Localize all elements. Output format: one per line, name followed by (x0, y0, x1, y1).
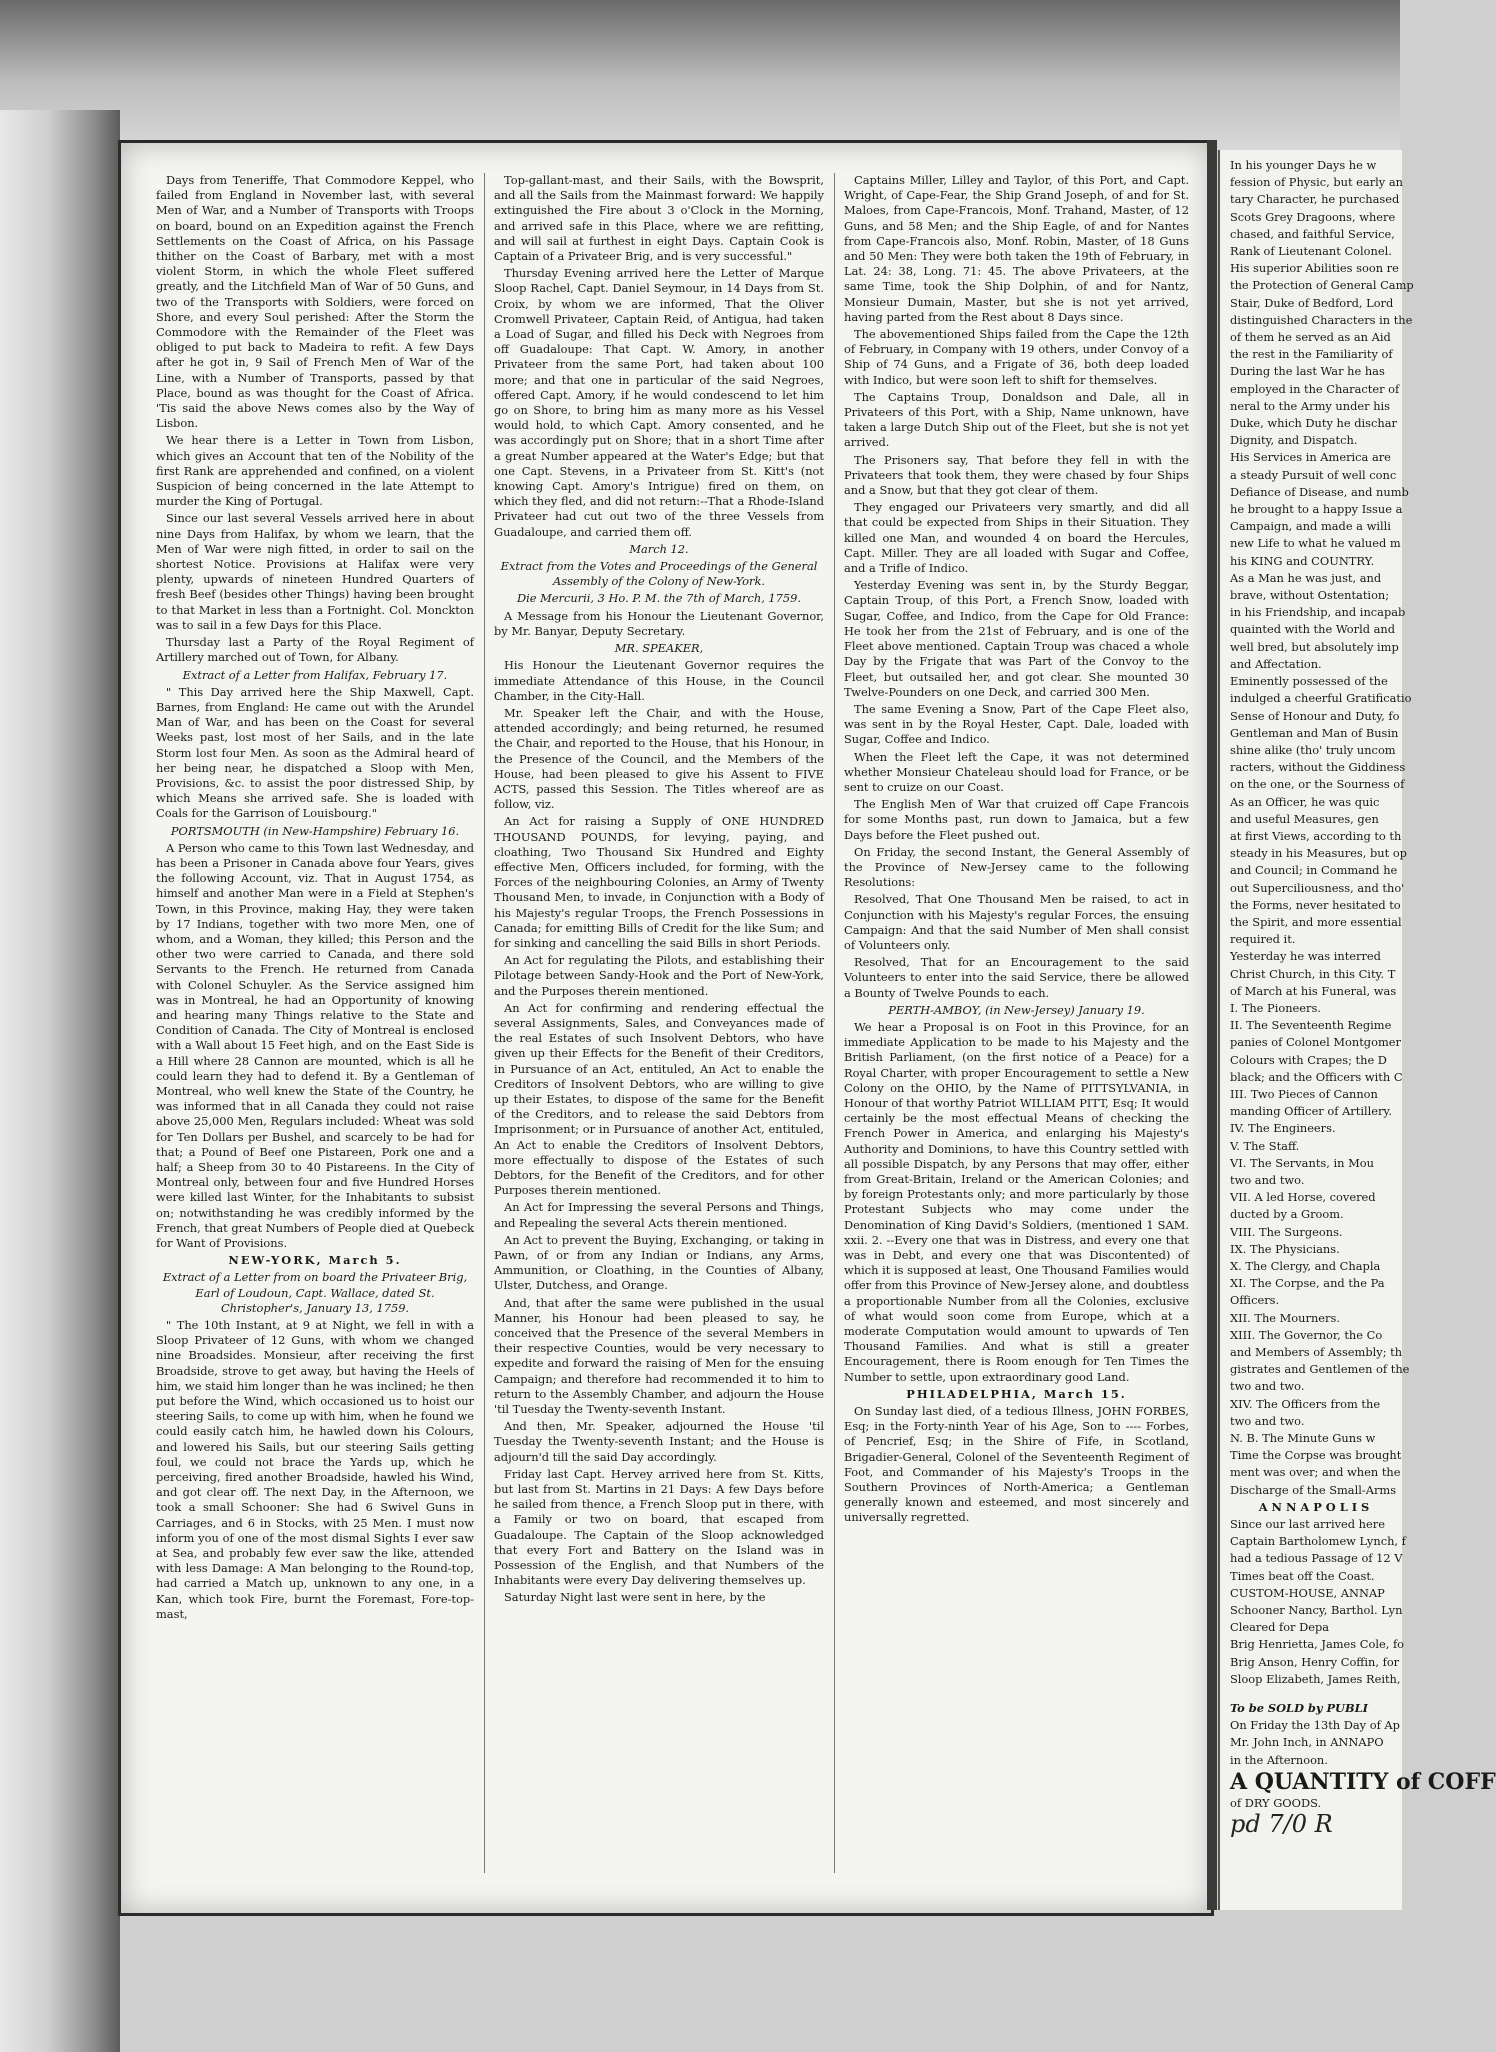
facing-page-line: A QUANTITY of COFF (1230, 1768, 1496, 1795)
facing-page-line: As an Officer, he was quic (1230, 794, 1380, 809)
article-paragraph: Yesterday Evening was sent in, by the Sturdy Beggar, Captain Troup, of this Port, a French Snow, loaded with Sugar, Coffee, and Indico, from the Cape for Old France: He took her from the 21st of February, and is one of the Fleet above mentioned. Captain Troup was chaced a whole Day by the Frigate that was Part of the Convoy to the Fleet, but outsailed her, and got clear. She mounted 30 Twelve-Pounders on one Deck, and carried 300 Men. (844, 578, 1189, 699)
facing-page-line: IX. The Physicians. (1230, 1241, 1340, 1256)
facing-page-line: gistrates and Gentlemen of the (1230, 1362, 1410, 1377)
facing-page-line: of DRY GOODS. (1230, 1795, 1322, 1810)
facing-page-line: steady in his Measures, but op (1230, 846, 1407, 861)
column-1 (156, 173, 474, 1624)
facing-page-line: required it. (1230, 932, 1296, 947)
article-paragraph: Thursday last a Party of the Royal Regiment of Artillery marched out of Town, for Albany. (156, 635, 474, 665)
article-paragraph: Extract from the Votes and Proceedings of the General Assembly of the Colony of New-York. (500, 559, 818, 589)
facing-page-line: Since our last arrived here (1230, 1517, 1385, 1532)
facing-page-line: XI. The Corpse, and the Pa (1230, 1276, 1385, 1291)
column-2 (494, 173, 824, 1608)
facing-page-line: VI. The Servants, in Mou (1230, 1155, 1374, 1170)
facing-page-line: a steady Pursuit of well conc (1230, 467, 1397, 482)
facing-page-line: In his younger Days he w (1230, 158, 1377, 172)
facing-page-line: quainted with the World and (1230, 622, 1396, 637)
facing-page-line: ment was over; and when the (1230, 1465, 1401, 1480)
article-paragraph: An Act for Impressing the several Persons and Things, and Repealing the several Acts therein mentioned. (494, 1200, 824, 1230)
facing-page-line: Time the Corpse was brought (1230, 1448, 1402, 1463)
facing-page-line: and Affectation. (1230, 656, 1322, 671)
facing-page-line: he brought to a happy Issue a (1230, 502, 1403, 517)
article-paragraph: Extract of a Letter from Halifax, February 17. (182, 667, 448, 682)
article-paragraph: And, that after the same were published in the usual Manner, his Honour had been pleased to say, he conceived that the Presence of the several Members in their respective Counties, would be very necessary to expedite and forward the raising of Men for the ensuing Campaign; and therefore had recommended it to him to return to the Assembly Chamber, and adjourn the House 'til Tuesday the Twenty-seventh Instant. (494, 1295, 824, 1417)
facing-page-line: His superior Abilities soon re (1230, 261, 1399, 276)
article-paragraph: PORTSMOUTH (in New-Hampshire) February 16. (170, 823, 460, 838)
article-paragraph: Friday last Capt. Hervey arrived here from St. Kitts, but last from St. Martins in 21 Days: A few Days before he sailed from thence, a French Sloop put in there, with a Family or two on board, that escaped from Guadaloupe. The Captain of the Sloop acknowledged that every Fort and Battery on the Island was in Possession of the English, and that Numbers of the Inhabitants were every Day delivering themselves up. (494, 1466, 824, 1588)
facing-page-line: Defiance of Disease, and numb (1230, 484, 1409, 499)
facing-page-line: Cleared for Depa (1230, 1620, 1330, 1635)
article-paragraph: Extract of a Letter from on board the Privateer Brig, Earl of Loudoun, Capt. Wallace, dated St. Christopher's, January 13, 1759. (162, 1270, 468, 1315)
facing-page-line: Christ Church, in this City. T (1230, 966, 1396, 981)
article-paragraph: The Captains Troup, Donaldson and Dale, all in Privateers of this Port, with a Ship, Name unknown, have taken a large Dutch Ship out of the Fleet, but she is not yet arrived. (844, 389, 1189, 450)
facing-page-line: CUSTOM-HOUSE, ANNAP (1230, 1585, 1385, 1600)
column-3 (844, 173, 1189, 1528)
article-paragraph: An Act for raising a Supply of ONE HUNDRED THOUSAND POUNDS, for levying, paying, and cloathing, Two Thousand Six Hundred and Eighty effective Men, Officers included, for forming, with the Forces of the neighbouring Colonies, an Army of Twenty Thousand Men, to invade, in Conjunction with a Body of his Majesty's regular Troops, the French Possessions in Canada; for emitting Bills of Credit for the like Sum; and for sinking and cancelling the said Bills in short Periods. (494, 814, 824, 950)
article-paragraph: A Message from his Honour the Lieutenant Governor, by Mr. Banyar, Deputy Secretary. (494, 608, 824, 638)
facing-page-line: XIV. The Officers from the (1230, 1396, 1381, 1411)
facing-page-line: Discharge of the Small-Arms (1230, 1482, 1397, 1497)
article-paragraph: NEW-YORK, March 5. (228, 1253, 402, 1268)
facing-page-line: at first Views, according to th (1230, 828, 1402, 843)
article-paragraph: Captains Miller, Lilley and Taylor, of this Port, and Capt. Wright, of Cape-Fear, the Ship Grand Joseph, of and for St. Maloes, from Cape-Francois, Monf. Trahand, Master, of 12 Guns, and 58 Men; and the Ship Eagle, of and for Nantes from Cape-Francois also, Monf. Robin, Master, of 18 Guns and 50 Men: They were both taken the 19th of February, in Lat. 24: 38, Long. 71: 45. The above Privateers, at the same Time, took the Ship Dolphin, of and for Nantz, Monsieur Dumain, Master, but she is not yet arrived, having parted from the Rest about 8 Days since. (844, 173, 1189, 324)
facing-page-line: Scots Grey Dragoons, where (1230, 209, 1396, 224)
column-rule (834, 173, 835, 1873)
facing-page-line: Dignity, and Dispatch. (1230, 433, 1358, 448)
article-paragraph: When the Fleet left the Cape, it was not determined whether Monsieur Chateleau should load for France, or be sent to cruize on our Coast. (844, 749, 1189, 794)
facing-page-line: During the last War he has (1230, 364, 1385, 379)
facing-page-line: Duke, which Duty he dischar (1230, 416, 1397, 431)
facing-page-line: Times beat off the Coast. (1230, 1568, 1375, 1583)
facing-page-line: VII. A led Horse, covered (1230, 1190, 1376, 1205)
facing-page-line: neral to the Army under his (1230, 398, 1391, 413)
facing-page-line: Brig Anson, Henry Coffin, for (1230, 1654, 1400, 1669)
facing-page-line: of March at his Funeral, was (1230, 983, 1397, 998)
facing-page-line: new Life to what he valued m (1230, 536, 1401, 551)
facing-page-line: black; and the Officers with C (1230, 1069, 1403, 1084)
facing-page-line: on the one, or the Sourness of (1230, 777, 1405, 792)
scan-shadow (0, 0, 1400, 150)
facing-page-line: V. The Staff. (1230, 1138, 1300, 1153)
page-edge (1207, 140, 1217, 1910)
facing-page-line: Sense of Honour and Duty, fo (1230, 708, 1400, 723)
article-paragraph: Days from Teneriffe, That Commodore Keppel, who failed from England in November last, with several Men of War, and a Number of Transports with Troops on board, bound on an Expedition against the French Settlements on the Coast of Africa, on his Passage thither on the Coast of Barbary, met with a most violent Storm, in which the whole Fleet suffered greatly, and the Litchfield Man of War of 50 Guns, and two of the Transports with Soldiers, were forced on Shore, and every Soul perished: After the Storm the Commodore with the Remainder of the Fleet was obliged to put back to Madeira to refit. A few Days after he got in, 9 Sail of French Men of War of the Line, with a Number of Transports, passed by that Place, bound as was thought for the Coast of Africa. 'Tis said the above News comes also by the Way of Lisbon. (156, 173, 474, 431)
facing-page-line: Captain Bartholomew Lynch, f (1230, 1534, 1406, 1549)
facing-page-line: Schooner Nancy, Barthol. Lyn (1230, 1603, 1403, 1618)
article-paragraph: An Act to prevent the Buying, Exchanging, or taking in Pawn, of or from any Indian or Indians, any Arms, Ammunition, or Cloathing, in the Counties of Albany, Ulster, Dutchess, and Orange. (494, 1232, 824, 1293)
article-paragraph: PERTH-AMBOY, (in New-Jersey) January 19. (888, 1002, 1145, 1017)
article-paragraph: A Person who came to this Town last Wednesday, and has been a Prisoner in Canada above four Years, gives the following Account, viz. That in August 1754, as himself and another Man were in a Field at Stephen's Town, in this Province, making Hay, they were taken by 17 Indians, together with two more Men, one of whom, and a Woman, they killed; this Person and the other two were carried to Canada, and there sold Servants to the French. He returned from Canada with Colonel Schuyler. As the Service assigned him was in Montreal, he had an Opportunity of knowing and hearing many Things relative to the State and Condition of Canada. The City of Montreal is enclosed with a Wall about 15 Feet high, and on the East Side is a Hill where 28 Cannon are mounted, which is all he could learn they had to defend it. By a Gentleman of Montreal, who well knew the State of the Country, he was informed that in all Canada they could not raise above 25,000 Men, Regulars included: Wheat was sold for Ten Dollars per Bushel, and scarcely to be had for that; a Pound of Beef one Pistareen, Pork one and a half; a Sheep from 30 to 40 Pistareens. In the City of Montreal only, between four and five Hundred Horses were killed last Winter, for the Inhabitants to subsist on; notwithstanding he was credibly informed by the French, that great Numbers of People died at Quebeck for Want of Provisions. (156, 840, 474, 1251)
article-paragraph: They engaged our Privateers very smartly, and did all that could be expected from Ships in their Situation. They killed one Man, and wounded 4 on board the Hercules, Capt. Miller. They are all loaded with Sugar and Coffee, and a Trifle of Indico. (844, 500, 1189, 576)
article-paragraph: On Friday, the second Instant, the General Assembly of the Province of New-Jersey came to the following Resolutions: (844, 844, 1189, 890)
article-paragraph: The abovementioned Ships failed from the Cape the 12th of February, in Company with 19 others, under Convoy of a Ship of 74 Guns, and a Frigate of 36, both deep loaded with Indico, but were soon left to shift for themselves. (844, 327, 1189, 387)
facing-page-line: well bred, but absolutely imp (1230, 639, 1399, 654)
facing-page-line: fession of Physic, but early an (1230, 175, 1403, 190)
article-paragraph: MR. SPEAKER, (614, 641, 704, 656)
facing-page-line: XII. The Mourners. (1230, 1310, 1340, 1325)
article-paragraph: On Sunday last died, of a tedious Illness, JOHN FORBES, Esq; in the Forty-ninth Year of his Age, Son to ---- Forbes, of Pencrief, Esq; in the Shire of Fife, in Scotland, Brigadier-General, Colonel of the Seventeenth Regiment of Foot, and Commander of his Majesty's Troops in the Southern Provinces of North-America; a Gentleman generally known and esteemed, and most sincerely and universally regretted. (844, 1404, 1189, 1525)
article-paragraph: Die Mercurii, 3 Ho. P. M. the 7th of March, 1759. (516, 591, 802, 606)
facing-page-line: manding Officer of Artillery. (1230, 1104, 1392, 1119)
facing-page-line: Colours with Crapes; the D (1230, 1052, 1387, 1067)
article-paragraph: An Act for regulating the Pilots, and establishing their Pilotage between Sandy-Hook and the Port of New-York, and the Purposes therein mentioned. (494, 953, 824, 998)
facing-page-line: Gentleman and Man of Busin (1230, 725, 1399, 740)
facing-page-line: his KING and COUNTRY. (1230, 553, 1375, 568)
column-rule (484, 173, 485, 1873)
article-paragraph: Resolved, That One Thousand Men be raised, to act in Conjunction with his Majesty's regular Forces, the ensuing Campaign: And that the said Number of Men shall consist of Volunteers only. (844, 892, 1189, 952)
article-paragraph: We hear a Proposal is on Foot in this Province, for an immediate Application to be made to his Majesty and the British Parliament, (on the first notice of a Peace) for a Royal Charter, with proper Encouragement to settle a New Colony on the OHIO, by the Name of PITTSYLVANIA, in Honour of that worthy Patriot WILLIAM PITT, Esq; It would certainly be the most effectual Means of checking the French Power in America, and enlarging his Majesty's Authority and Dominions, to have this Country settled with all possible Dispatch, by any Persons that may offer, either from Great-Britain, Ireland or the American Colonies; and by foreign Protestants only; and more particularly by those Protestant Subjects who may come under the Denomination of King David's Soldiers, (mentioned 1 SAM. xxii. 2. --Every one that was in Distress, and every one that was in Debt, and every one that was Discontented) of which it is supposed at least, One Thousand Families would offer from this Province of New-Jersey alone, and doubtless a proportionable Number from all the Colonies, exclusive of what would soon come from Europe, which at a moderate Computation would amount to upwards of Ten Thousand Families. And what is still a greater Encouragement, there is Room enough for Ten Times the Number to settle, upon extraordinary good Land. (844, 1019, 1189, 1384)
article-paragraph: Top-gallant-mast, and their Sails, with the Bowsprit, and all the Sails from the Mainmast forward: We happily extinguished the Fire about 3 o'Clock in the Morning, and arrived safe in this Place, where we are refitting, and will sail at furthest in eight Days. Captain Cook is Captain of a Privateer Brig, and is very successful." (494, 173, 824, 264)
facing-page-line: ANNAPOLIS (1258, 1499, 1374, 1514)
facing-page-line: two and two. (1230, 1172, 1305, 1187)
article-paragraph: The same Evening a Snow, Part of the Cape Fleet also, was sent in by the Royal Hester, Capt. Dale, loaded with Sugar, Coffee and Indico. (844, 701, 1189, 747)
article-paragraph: The English Men of War that cruized off Cape Francois for some Months past, run down to Jamaica, but a few Days before the Fleet pushed out. (844, 797, 1189, 842)
facing-page-line: employed in the Character of (1230, 381, 1400, 396)
facing-page-line: two and two. (1230, 1413, 1305, 1428)
facing-page-line: in his Friendship, and incapab (1230, 605, 1406, 620)
facing-page-line: Mr. John Inch, in ANNAPO (1230, 1735, 1384, 1750)
facing-page-line: ducted by a Groom. (1230, 1207, 1344, 1222)
facing-page (1218, 150, 1496, 1910)
facing-page-line: I. The Pioneers. (1230, 1000, 1321, 1015)
facing-page-line: II. The Seventeenth Regime (1230, 1018, 1392, 1033)
article-paragraph: Thursday Evening arrived here the Letter of Marque Sloop Rachel, Capt. Daniel Seymour, in 14 Days from St. Croix, by whom we are informed, That the Oliver Cromwell Privateer, Captain Reid, of Antigua, had taken a Load of Sugar, and filled his Deck with Negroes from off Guadaloupe: That Capt. W. Amory, in another Privateer from the same Port, had taken about 100 more; and that one in particular of the said Negroes, offered Capt. Amory, if he would condescend to let him go on Shore, to bring him as many more as his Vessel would hold, to which Capt. Amory consented, and he was accordingly put on Shore; that in a short Time after a great Number appeared at the Water's Edge; but that one Capt. Stevens, in a Privateer from St. Kitt's (not knowing Capt. Amory's Intrigue) fired on them, on which they fled, and did not return:--That a Rhode-Island Privateer had cut out two of the three Vessels from Guadaloupe, and carried them off. (494, 266, 824, 539)
article-paragraph: March 12. (629, 541, 689, 556)
facing-page-line: To be SOLD by PUBLI (1230, 1701, 1368, 1716)
article-paragraph: PHILADELPHIA, March 15. (906, 1386, 1127, 1401)
facing-page-line: Yesterday he was interred (1230, 949, 1381, 964)
facing-page-line: and Council; in Command he (1230, 863, 1398, 878)
facing-page-line: the Spirit, and more essential (1230, 914, 1402, 929)
facing-page-line: Eminently possessed of the (1230, 674, 1388, 689)
article-paragraph: His Honour the Lieutenant Governor requires the immediate Attendance of this House, in the Council Chamber, in the City-Hall. (494, 658, 824, 703)
article-paragraph: An Act for confirming and rendering effectual the several Assignments, Sales, and Conveyances made of the real Estates of such Insolvent Debtors, who have given up their Effects for the Benefit of their Creditors, in Pursuance of an Act, entituled, An Act to enable the Creditors of Insolvent Debtors, who are willing to give up their Estates, to dispose of the same for the Benefit of the Creditors, and to release the said Debtors from Imprisonment; or in Pursuance of another Act, entituled, An Act to enable the Creditors of Insolvent Debtors, more effectually to dispose of the Estates of such Debtors, for the Benefit of the Creditors, and for other Purposes therein mentioned. (494, 1000, 824, 1198)
facing-page-line: had a tedious Passage of 12 V (1230, 1551, 1403, 1566)
facing-page-line: Campaign, and made a willi (1230, 519, 1391, 534)
facing-page-line: VIII. The Surgeons. (1230, 1224, 1343, 1239)
facing-page-line: IV. The Engineers. (1230, 1121, 1336, 1136)
article-paragraph: Saturday Night last were sent in here, by the (504, 1590, 766, 1605)
article-paragraph: And then, Mr. Speaker, adjourned the House 'til Tuesday the Twenty-seventh Instant; and the House is adjourn'd till the said Day accordingly. (494, 1419, 824, 1464)
book-gutter (0, 110, 120, 2052)
facing-page-line: shine alike (tho' truly uncom (1230, 742, 1396, 757)
facing-page-line: distinguished Characters in the (1230, 312, 1413, 327)
facing-page-line: two and two. (1230, 1379, 1305, 1394)
facing-page-line: His Services in America are (1230, 450, 1391, 465)
facing-page-line: indulged a cheerful Gratificatio (1230, 691, 1412, 706)
facing-page-line: racters, without the Giddiness (1230, 760, 1406, 775)
article-paragraph: " This Day arrived here the Ship Maxwell, Capt. Barnes, from England: He came out with the Arundel Man of War, and has been on the Coast for several Weeks past, lost most of her Sails, and in the late Storm lost four Men. As soon as the Admiral heard of her being near, he dispatched a Sloop with Men, Provisions, &c. to assist the poor distressed Ship, by which Means she arrived safe. She is loaded with Coals for the Garrison of Louisbourg." (156, 684, 474, 821)
facing-page-line: On Friday the 13th Day of Ap (1230, 1718, 1400, 1733)
facing-page-line: Stair, Duke of Bedford, Lord (1230, 295, 1394, 310)
facing-page-line: As a Man he was just, and (1230, 570, 1382, 585)
facing-page-line: Rank of Lieutenant Colonel. (1230, 244, 1392, 259)
facing-page-line: the rest in the Familiarity of (1230, 347, 1393, 362)
facing-page-line: Sloop Elizabeth, James Reith, (1230, 1671, 1401, 1686)
facing-page-line: the Forms, never hesitated to (1230, 897, 1401, 912)
facing-page-line: chased, and faithful Service, (1230, 226, 1395, 241)
facing-page-line: N. B. The Minute Guns w (1230, 1431, 1376, 1446)
facing-page-line: brave, without Ostentation; (1230, 588, 1390, 603)
facing-page-line: tary Character, he purchased (1230, 192, 1400, 207)
facing-page-line: panies of Colonel Montgomer (1230, 1035, 1401, 1050)
article-paragraph: We hear there is a Letter in Town from Lisbon, which gives an Account that ten of the Nobility of the first Rank are apprehended and confined, on a violent Suspicion of being concerned in the late Attempt to murder the King of Portugal. (156, 433, 474, 509)
article-paragraph: Since our last several Vessels arrived here in about nine Days from Halifax, by whom we learn, that the Men of War were nigh fitted, in order to sail on the shortest Notice. Provisions at Halifax were very plenty, upwards of nineteen Hundred Quarters of fresh Beef (besides other Things) having been brought to that Market in less than a Fortnight. Col. Monckton was to sail in a few Days for this Place. (156, 511, 474, 632)
facing-page-line: XIII. The Governor, the Co (1230, 1327, 1383, 1342)
article-paragraph: Mr. Speaker left the Chair, and with the House, attended accordingly; and being returned, he resumed the Chair, and reported to the House, that his Honour, in the Presence of the Council, and the Members of the House, had been pleased to give his Assent to FIVE ACTS, passed this Session. The Titles whereof are as follow, viz. (494, 705, 824, 812)
facing-page-text (1230, 158, 1496, 1839)
facing-page-line: and Members of Assembly; th (1230, 1345, 1403, 1360)
facing-page-line: Officers. (1230, 1293, 1280, 1308)
facing-page-line: in the Afternoon. (1230, 1752, 1328, 1767)
facing-page-line: and useful Measures, gen (1230, 811, 1379, 826)
facing-page-line: the Protection of General Camp (1230, 278, 1414, 293)
newspaper-page (118, 140, 1214, 1916)
facing-page-line: X. The Clergy, and Chapla (1230, 1259, 1381, 1273)
facing-page-line: out Superciliousness, and tho' (1230, 880, 1405, 895)
article-paragraph: " The 10th Instant, at 9 at Night, we fell in with a Sloop Privateer of 12 Guns, with whom we changed nine Broadsides. Monsieur, after receiving the first Broadside, strove to get away, but having the Heels of him, we staid him longer than he was inclined; he then put before the Wind, which occasioned us to hoist our steering Sails, to come up with him, when he found we could easily catch him, he hawled down his Colours, and lowered his Sails, but our steering Sails getting foul, we could not brace the Yards up, which he perceiving, fired another Broadside, hawled his Wind, and got clear off. The next Day, in the Afternoon, we took a small Schooner: She had 6 Swivel Guns in Carriages, and 6 in Stocks, with 25 Men. I must now inform you of one of the most dismal Sights I ever saw at Sea, and probably few ever saw the like, attended with less Damage: A Man belonging to the Round-top, had carried a Match up, unknown to any one, in a Kan, which took Fire, burnt the Foremast, Fore-top-mast, (156, 1318, 474, 1621)
article-paragraph: Resolved, That for an Encouragement to the said Volunteers to enter into the said Service, there be allowed a Bounty of Twelve Pounds to each. (844, 955, 1189, 1000)
facing-page-line: of them he served as an Aid (1230, 330, 1391, 345)
article-paragraph: The Prisoners say, That before they fell in with the Privateers that took them, they were chased by four Ships and a Snow, but that they got clear of them. (844, 452, 1189, 498)
handwritten-note: pd 7/0 R (1230, 1810, 1333, 1839)
facing-page-line: Brig Henrietta, James Cole, fo (1230, 1637, 1405, 1652)
facing-page-line: III. Two Pieces of Cannon (1230, 1086, 1378, 1101)
